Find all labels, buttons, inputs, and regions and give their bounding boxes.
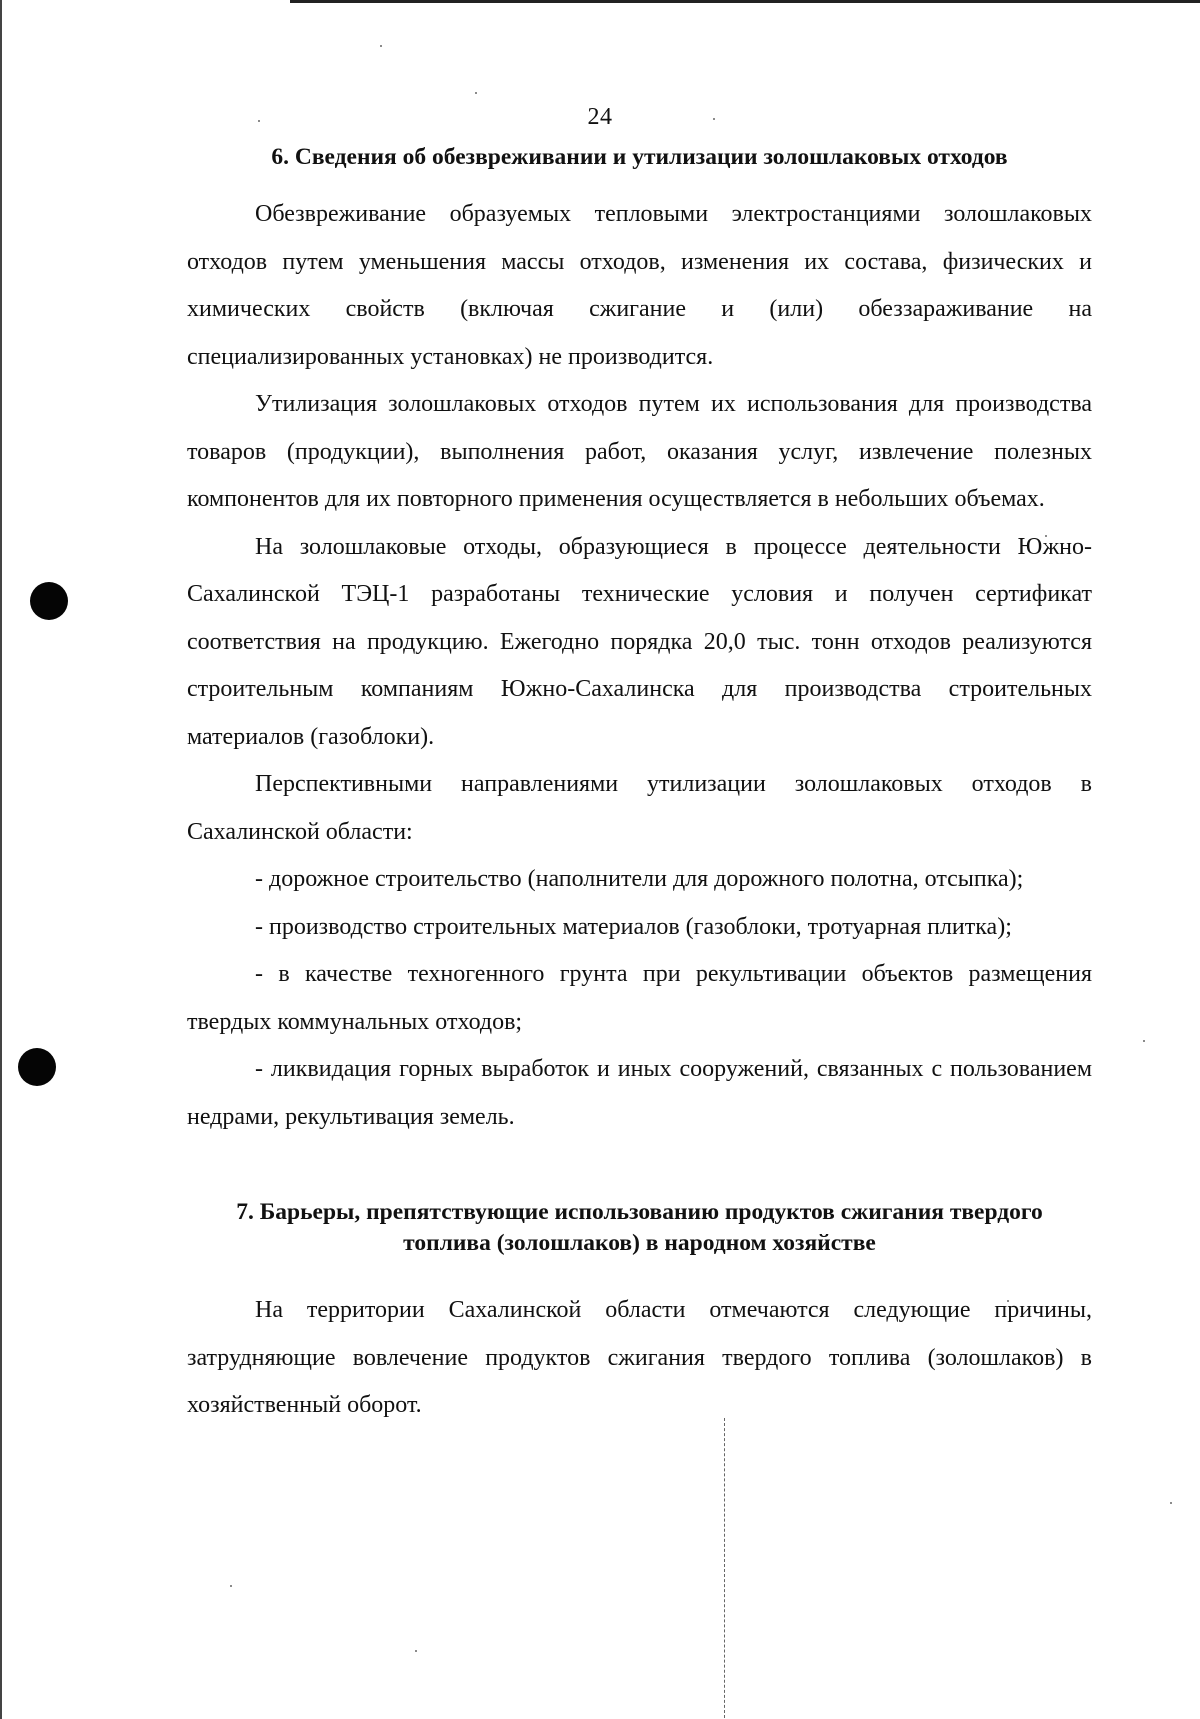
section-6-paragraph: Утилизация золошлаковых отходов путем их использования для производства товаров (продукции), выполнения работ, оказания услуг, извлечение полезных компонентов для их повторного применения осуществляется в небольших объемах.: [187, 391, 1092, 513]
scan-speck: [1170, 1502, 1172, 1504]
section-7-heading: 7. Барьеры, препятствующие использованию продуктов сжигания твердого топлива (золошлаков) в народном хозяйстве: [236, 1199, 1043, 1257]
page-number: 24: [587, 104, 613, 130]
section-6-heading: 6. Сведения об обезвреживании и утилизации золошлаковых отходов: [271, 144, 1008, 170]
section-7-paragraph: На территории Сахалинской области отмечаются следующие причины, затрудняющие вовлечение продуктов сжигания твердого топлива (золошлаков) в хозяйственный оборот.: [187, 1297, 1092, 1419]
scan-speck: [1143, 1040, 1145, 1042]
scan-speck: [475, 92, 477, 94]
section-6-list-item: - дорожное строительство (наполнители для дорожного полотна, отсыпка);: [255, 866, 1024, 893]
section-6-list-item: - в качестве техногенного грунта при рекультивации объектов размещения твердых коммунальных отходов;: [187, 961, 1092, 1035]
section-6-paragraph: Перспективными направлениями утилизации золошлаковых отходов в Сахалинской области:: [187, 771, 1092, 845]
scan-speck: [415, 1650, 417, 1652]
scan-left-edge: [0, 0, 2, 1719]
scan-top-edge: [290, 0, 1200, 3]
punch-hole: [18, 1048, 56, 1086]
section-6-list-item: - производство строительных материалов (газоблоки, тротуарная плитка);: [255, 913, 1012, 940]
section-6-paragraph: На золошлаковые отходы, образующиеся в процессе деятельности Южно-Сахалинской ТЭЦ-1 разработаны технические условия и получен сертификат соответствия на продукцию. Ежегодно порядка 20,0 тыс. тонн отходов реализуются строительным компаниям Южно-Сахалинска для производства строительных материалов (газоблоки).: [187, 533, 1092, 750]
scan-speck: [380, 45, 382, 47]
document-body: [187, 142, 1092, 1430]
section-6-paragraph: Обезвреживание образуемых тепловыми электростанциями золошлаковых отходов путем уменьшения массы отходов, изменения их состава, физических и химических свойств (включая сжигание и (или) обеззараживание на специализированных установках) не производится.: [187, 201, 1092, 370]
punch-hole: [30, 582, 68, 620]
section-6-list-item: - ликвидация горных выработок и иных сооружений, связанных с пользованием недрами, рекультивация земель.: [187, 1056, 1092, 1130]
scan-artifact-line: [724, 1418, 726, 1718]
scan-speck: [230, 1585, 232, 1587]
